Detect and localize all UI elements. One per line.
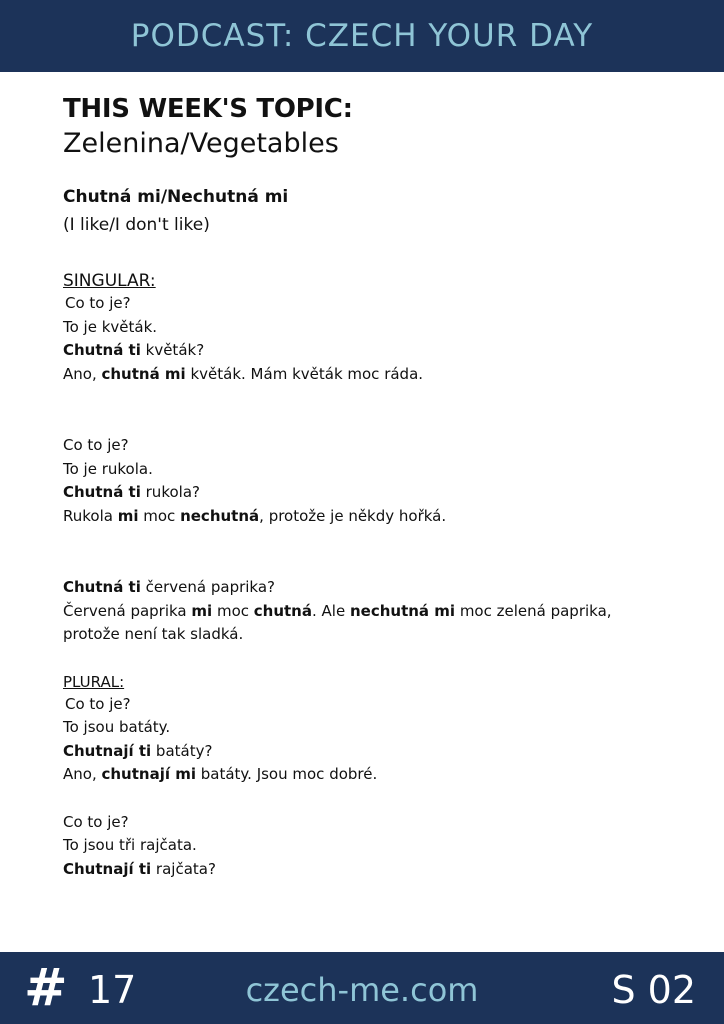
bold-phrase: chutná [253,601,312,620]
bold-phrase: Chutnají ti [63,859,152,878]
dialogue-line: To jsou tři rajčata. [63,836,197,854]
bold-phrase: Chutná ti [63,483,141,501]
dialogue-line: To jsou batáty. [63,718,171,736]
dialogue-line: Chutná ti rukola? [63,483,200,501]
dialogue-line: Rukola mi moc nechutná, protože je někdy hořká. [63,506,447,525]
hash-icon: # [24,958,68,1018]
dialogue-line: Co to je? [63,436,129,454]
header-bar [0,0,724,72]
singular-heading: SINGULAR: [63,271,156,291]
topic-label: THIS WEEK'S TOPIC: [63,94,353,124]
singular-dialogue-3 [63,576,693,647]
bold-phrase: mi [191,601,213,620]
bold-phrase: Chutná ti [63,578,141,596]
bold-phrase: Chutnají ti [63,741,152,760]
singular-dialogue-1 [63,292,693,386]
topic-value: Zelenina/Vegetables [63,128,339,159]
dialogue-line: Co to je? [65,294,131,312]
plural-dialogue-2 [63,811,693,882]
plural-heading: PLURAL: [63,672,125,691]
dialogue-line: Chutná ti červená paprika? [63,578,276,596]
bold-phrase: nechutná [180,506,260,525]
dialogue-line: Chutnají ti batáty? [63,741,213,760]
bold-phrase: mi [117,506,139,525]
bold-phrase: chutnají mi [101,765,196,783]
dialogue-line: Co to je? [63,812,129,831]
dialogue-line: Chutnají ti rajčata? [63,859,216,878]
phrase-translation: (I like/I don't like) [63,215,210,235]
dialogue-line: protože není tak sladká. [63,625,244,643]
website-link[interactable]: czech-me.com [245,971,479,1009]
singular-dialogue-2 [63,434,693,528]
episode-number: 17 [88,968,137,1012]
dialogue-line: Ano, chutnají mi batáty. Jsou moc dobré. [63,765,378,783]
season-label: S 02 [611,968,696,1012]
dialogue-line: Červená paprika mi moc chutná. Ale nechutná mi moc zelená paprika, [63,601,612,620]
dialogue-line: Ano, chutná mi květák. Mám květák moc ráda. [63,364,424,383]
bold-phrase: Chutná ti [63,341,141,359]
dialogue-line: To je rukola. [63,459,153,478]
dialogue-line: Chutná ti květák? [63,341,205,359]
plural-dialogue-1 [63,693,693,787]
bold-phrase: nechutná mi [349,601,456,620]
bold-phrase: chutná mi [101,364,186,383]
footer-bar [0,952,724,1024]
content [63,92,693,881]
phrase-title: Chutná mi/Nechutná mi [63,187,289,207]
dialogue-line: Co to je? [65,694,131,713]
dialogue-line: To je květák. [63,317,158,336]
header-title: PODCAST: CZECH YOUR DAY [130,18,594,54]
